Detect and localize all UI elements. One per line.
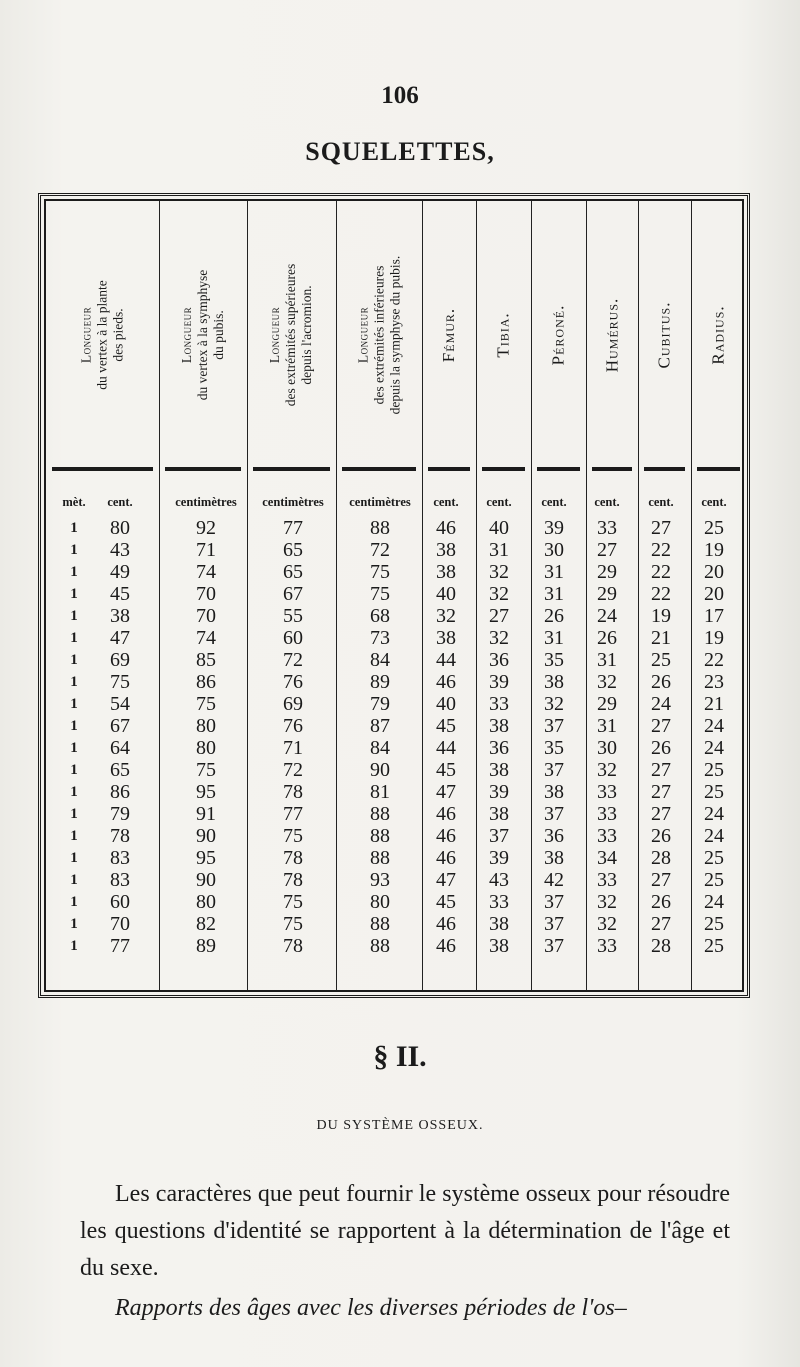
cell-metres: 1 <box>70 740 78 756</box>
table-cell: 25 <box>704 847 724 869</box>
table-cell: 77 <box>283 517 303 539</box>
table-cell: 46 <box>436 825 456 847</box>
table-cell: 33 <box>597 517 617 539</box>
table-cell: 32 <box>597 759 617 781</box>
cell-metres: 1 <box>70 608 78 624</box>
table-cell: 26 <box>651 825 671 847</box>
column-header-line: des pieds. <box>110 307 126 362</box>
cell-metres: 1 <box>70 542 78 558</box>
table-cell: 38 <box>489 803 509 825</box>
table-cell: 38 <box>436 539 456 561</box>
table-cell: 81 <box>370 781 390 803</box>
table-cell: 77 <box>283 803 303 825</box>
column-header-line: Humérus. <box>602 297 622 372</box>
table-cell: 39 <box>544 517 564 539</box>
unit-label: cent. <box>107 495 133 509</box>
table-cell: 19 <box>651 605 671 627</box>
column-header <box>336 207 422 462</box>
cell-metres: 1 <box>70 762 78 778</box>
section-title: SQUELETTES, <box>305 137 495 166</box>
cell-metres: 1 <box>70 828 78 844</box>
column-header-line: Cubitus. <box>654 301 674 368</box>
table-cell: 87 <box>370 715 390 737</box>
table-cell: 22 <box>704 649 724 671</box>
table-cell: 32 <box>597 913 617 935</box>
column-header <box>422 207 476 462</box>
table-cell: 69 <box>110 649 130 671</box>
unit-label: cent. <box>594 495 620 509</box>
table-cell: 30 <box>597 737 617 759</box>
table-cell: 38 <box>544 671 564 693</box>
table-cell: 27 <box>651 913 671 935</box>
table-cell: 23 <box>704 671 724 693</box>
table-cell: 71 <box>196 539 216 561</box>
table-cell: 38 <box>436 561 456 583</box>
table-cell: 95 <box>196 781 216 803</box>
table-cell: 19 <box>704 539 724 561</box>
table-cell: 32 <box>597 671 617 693</box>
table-cell: 33 <box>597 869 617 891</box>
table-cell: 88 <box>370 803 390 825</box>
table-cell: 88 <box>370 847 390 869</box>
table-cell: 33 <box>597 781 617 803</box>
table-cell: 38 <box>544 847 564 869</box>
table-cell: 25 <box>704 913 724 935</box>
table-cell: 84 <box>370 649 390 671</box>
table-cell: 17 <box>704 605 724 627</box>
table-cell: 34 <box>597 847 617 869</box>
table-cell: 75 <box>283 913 303 935</box>
table-cell: 78 <box>110 825 130 847</box>
unit-label: mèt. <box>62 495 86 509</box>
table-cell: 24 <box>704 737 724 759</box>
column-header-line: Longueur <box>355 306 370 363</box>
table-cell: 39 <box>489 671 509 693</box>
table-cell: 25 <box>704 935 724 957</box>
table-cell: 67 <box>283 583 303 605</box>
page-number: 106 <box>381 82 419 109</box>
table-cell: 38 <box>436 627 456 649</box>
unit-label: cent. <box>541 495 567 509</box>
table-cell: 32 <box>489 561 509 583</box>
unit-label: centimètres <box>349 495 411 509</box>
column-header-line: des extrémités supérieures <box>283 263 299 406</box>
table-cell: 46 <box>436 847 456 869</box>
table-cell: 39 <box>489 847 509 869</box>
table-cell: 27 <box>651 803 671 825</box>
table-cell: 20 <box>704 583 724 605</box>
unit-label: cent. <box>648 495 674 509</box>
cell-metres: 1 <box>70 564 78 580</box>
table-cell: 29 <box>597 693 617 715</box>
table-cell: 67 <box>110 715 130 737</box>
unit-label: cent. <box>433 495 459 509</box>
table-cell: 29 <box>597 583 617 605</box>
table-cell: 36 <box>544 825 564 847</box>
table-cell: 80 <box>196 891 216 913</box>
table-cell: 55 <box>283 605 303 627</box>
column-header-line: Longueur <box>267 306 283 363</box>
table-cell: 90 <box>196 825 216 847</box>
table-cell: 36 <box>489 649 509 671</box>
table-cell: 26 <box>651 671 671 693</box>
table-cell: 73 <box>370 627 390 649</box>
table-cell: 37 <box>544 715 564 737</box>
table-cell: 79 <box>110 803 130 825</box>
table-cell: 86 <box>196 671 216 693</box>
table-cell: 82 <box>196 913 216 935</box>
table-cell: 27 <box>651 715 671 737</box>
column-header-line: Longueur <box>179 306 194 363</box>
table-cell: 74 <box>196 561 216 583</box>
column-header-label <box>654 301 674 368</box>
table-cell: 38 <box>110 605 130 627</box>
cell-metres: 1 <box>70 586 78 602</box>
table-cell: 24 <box>704 825 724 847</box>
table-cell: 75 <box>370 583 390 605</box>
table-cell: 32 <box>489 627 509 649</box>
table-cell: 36 <box>489 737 509 759</box>
table-cell: 38 <box>489 913 509 935</box>
table-cell: 37 <box>544 935 564 957</box>
column-header <box>638 207 691 462</box>
header-rule <box>482 467 525 471</box>
table-cell: 31 <box>597 649 617 671</box>
table-cell: 37 <box>544 913 564 935</box>
table-cell: 89 <box>370 671 390 693</box>
column-header <box>691 207 746 462</box>
table-cell: 92 <box>196 517 216 539</box>
column-header-label <box>604 297 620 372</box>
column-header-line: du vertex à la plante <box>94 279 110 390</box>
table-cell: 68 <box>370 605 390 627</box>
body-text: Les caractères que peut fournir le système osseux pour résoudre les questions d'identité se rapportent à la détermination de l'âge et du sexe. <box>80 1181 730 1281</box>
table-cell: 31 <box>544 627 564 649</box>
header-rule <box>253 467 330 471</box>
cell-metres: 1 <box>70 784 78 800</box>
column-header-label <box>78 280 126 389</box>
unit-label: centimètres <box>262 495 324 509</box>
table-cell: 78 <box>283 869 303 891</box>
cell-metres: 1 <box>70 652 78 668</box>
table-cell: 26 <box>597 627 617 649</box>
skeleton-measurements-table <box>38 193 750 998</box>
column-header <box>159 207 247 462</box>
table-cell: 47 <box>436 781 456 803</box>
table-cell: 46 <box>436 913 456 935</box>
table-cell: 49 <box>110 561 130 583</box>
table-cell: 33 <box>597 935 617 957</box>
table-cell: 47 <box>110 627 130 649</box>
table-cell: 31 <box>597 715 617 737</box>
table-cell: 72 <box>283 649 303 671</box>
table-cell: 90 <box>196 869 216 891</box>
table-cell: 27 <box>651 517 671 539</box>
header-rule <box>537 467 580 471</box>
table-cell: 46 <box>436 517 456 539</box>
cell-metres: 1 <box>70 696 78 712</box>
table-cell: 25 <box>704 759 724 781</box>
table-cell: 75 <box>196 759 216 781</box>
table-cell: 88 <box>370 935 390 957</box>
table-cell: 25 <box>704 517 724 539</box>
italic-heading-line: Rapports des âges avec les diverses périodes de l'os– <box>115 1295 627 1321</box>
header-rule <box>697 467 740 471</box>
column-header <box>586 207 638 462</box>
table-cell: 26 <box>651 737 671 759</box>
table-cell: 83 <box>110 847 130 869</box>
table-cell: 75 <box>283 891 303 913</box>
table-cell: 19 <box>704 627 724 649</box>
table-cell: 80 <box>196 737 216 759</box>
table-cell: 27 <box>651 759 671 781</box>
cell-metres: 1 <box>70 520 78 536</box>
table-cell: 80 <box>110 517 130 539</box>
paragraph-title: § II. <box>373 1040 427 1073</box>
table-cell: 88 <box>370 825 390 847</box>
table-cell: 93 <box>370 869 390 891</box>
column-header-line: Longueur <box>78 306 94 363</box>
table-cell: 60 <box>110 891 130 913</box>
table-cell: 69 <box>283 693 303 715</box>
column-header-label <box>708 304 728 365</box>
table-cell: 78 <box>283 847 303 869</box>
cell-metres: 1 <box>70 718 78 734</box>
column-header-label <box>495 312 511 357</box>
table-cell: 35 <box>544 649 564 671</box>
unit-label: cent. <box>701 495 727 509</box>
table-cell: 43 <box>110 539 130 561</box>
table-cell: 32 <box>436 605 456 627</box>
table-cell: 33 <box>489 891 509 913</box>
table-cell: 77 <box>110 935 130 957</box>
column-header-label <box>179 269 227 399</box>
table-cell: 70 <box>196 583 216 605</box>
unit-label: cent. <box>486 495 512 509</box>
table-cell: 25 <box>704 781 724 803</box>
table-cell: 74 <box>196 627 216 649</box>
table-cell: 31 <box>544 583 564 605</box>
table-cell: 95 <box>196 847 216 869</box>
table-cell: 33 <box>597 825 617 847</box>
table-cell: 37 <box>489 825 509 847</box>
column-header <box>247 207 336 462</box>
table-cell: 65 <box>283 539 303 561</box>
column-header-line: Fémur. <box>439 307 458 362</box>
cell-metres: 1 <box>70 806 78 822</box>
table-cell: 35 <box>544 737 564 759</box>
table-cell: 37 <box>544 803 564 825</box>
table-cell: 44 <box>436 649 456 671</box>
table-cell: 76 <box>283 715 303 737</box>
table-cell: 60 <box>283 627 303 649</box>
table-cell: 72 <box>370 539 390 561</box>
table-cell: 79 <box>370 693 390 715</box>
table-cell: 83 <box>110 869 130 891</box>
table-cell: 88 <box>370 913 390 935</box>
table-cell: 22 <box>651 561 671 583</box>
table-cell: 75 <box>196 693 216 715</box>
table-cell: 65 <box>283 561 303 583</box>
table-cell: 31 <box>544 561 564 583</box>
header-rule <box>52 467 153 471</box>
cell-metres: 1 <box>70 916 78 932</box>
column-header-label <box>441 307 457 361</box>
table-cell: 32 <box>597 891 617 913</box>
cell-metres: 1 <box>70 938 78 954</box>
table-cell: 21 <box>651 627 671 649</box>
table-cell: 27 <box>651 869 671 891</box>
table-cell: 22 <box>651 583 671 605</box>
table-cell: 37 <box>544 759 564 781</box>
table-cell: 45 <box>436 715 456 737</box>
table-cell: 24 <box>597 605 617 627</box>
column-header-line: des extrémités inférieures <box>371 265 386 404</box>
table-cell: 31 <box>489 539 509 561</box>
table-cell: 70 <box>196 605 216 627</box>
header-rule <box>428 467 470 471</box>
table-cell: 39 <box>489 781 509 803</box>
table-cell: 37 <box>544 891 564 913</box>
column-header-line: Péroné. <box>548 304 568 365</box>
table-cell: 71 <box>283 737 303 759</box>
table-cell: 64 <box>110 737 130 759</box>
body-paragraph <box>80 1176 730 1287</box>
table-cell: 84 <box>370 737 390 759</box>
table-cell: 24 <box>651 693 671 715</box>
unit-label: centimètres <box>175 495 237 509</box>
table-cell: 38 <box>544 781 564 803</box>
table-cell: 42 <box>544 869 564 891</box>
table-cell: 40 <box>489 517 509 539</box>
table-cell: 25 <box>651 649 671 671</box>
column-header-line: Radius. <box>708 304 728 365</box>
table-cell: 24 <box>704 803 724 825</box>
table-cell: 44 <box>436 737 456 759</box>
table-cell: 75 <box>370 561 390 583</box>
table-cell: 32 <box>489 583 509 605</box>
table-cell: 28 <box>651 847 671 869</box>
column-header-line: depuis la symphyse du pubis. <box>387 255 402 414</box>
column-header-label <box>268 263 316 405</box>
table-cell: 21 <box>704 693 724 715</box>
table-cell: 45 <box>110 583 130 605</box>
table-cell: 29 <box>597 561 617 583</box>
table-cell: 38 <box>489 715 509 737</box>
header-rule <box>644 467 685 471</box>
table-cell: 33 <box>597 803 617 825</box>
cell-metres: 1 <box>70 850 78 866</box>
table-cell: 27 <box>597 539 617 561</box>
table-cell: 45 <box>436 891 456 913</box>
table-cell: 72 <box>283 759 303 781</box>
column-header-line: Tibia. <box>493 311 513 358</box>
column-header <box>476 207 531 462</box>
subsection-title: DU SYSTÈME OSSEUX. <box>316 1118 484 1133</box>
table-cell: 26 <box>651 891 671 913</box>
table-cell: 24 <box>704 891 724 913</box>
table-cell: 38 <box>489 759 509 781</box>
table-cell: 20 <box>704 561 724 583</box>
table-cell: 70 <box>110 913 130 935</box>
column-header <box>531 207 586 462</box>
table-cell: 28 <box>651 935 671 957</box>
header-rule <box>342 467 416 471</box>
table-cell: 54 <box>110 693 130 715</box>
table-cell: 46 <box>436 935 456 957</box>
column-header <box>46 207 159 462</box>
table-cell: 46 <box>436 671 456 693</box>
table-cell: 24 <box>704 715 724 737</box>
column-header-label <box>355 255 403 414</box>
table-cell: 26 <box>544 605 564 627</box>
table-cell: 27 <box>651 781 671 803</box>
table-cell: 80 <box>370 891 390 913</box>
column-header-line: depuis l'acromion. <box>299 284 315 385</box>
header-rule <box>592 467 632 471</box>
table-cell: 33 <box>489 693 509 715</box>
table-cell: 25 <box>704 869 724 891</box>
cell-metres: 1 <box>70 894 78 910</box>
table-cell: 78 <box>283 781 303 803</box>
table-cell: 46 <box>436 803 456 825</box>
cell-metres: 1 <box>70 630 78 646</box>
table-cell: 75 <box>110 671 130 693</box>
table-cell: 91 <box>196 803 216 825</box>
cell-metres: 1 <box>70 872 78 888</box>
table-cell: 78 <box>283 935 303 957</box>
table-cell: 47 <box>436 869 456 891</box>
column-header-line: du vertex à la symphyse <box>195 269 210 400</box>
column-header-line: du pubis. <box>211 309 226 360</box>
table-cell: 45 <box>436 759 456 781</box>
table-cell: 27 <box>489 605 509 627</box>
table-cell: 38 <box>489 935 509 957</box>
table-cell: 90 <box>370 759 390 781</box>
table-body <box>44 199 744 992</box>
table-cell: 88 <box>370 517 390 539</box>
table-cell: 89 <box>196 935 216 957</box>
table-cell: 65 <box>110 759 130 781</box>
table-cell: 86 <box>110 781 130 803</box>
table-cell: 76 <box>283 671 303 693</box>
cell-metres: 1 <box>70 674 78 690</box>
table-cell: 40 <box>436 693 456 715</box>
column-header-label <box>548 304 568 365</box>
table-cell: 75 <box>283 825 303 847</box>
table-cell: 40 <box>436 583 456 605</box>
table-cell: 30 <box>544 539 564 561</box>
table-cell: 22 <box>651 539 671 561</box>
table-cell: 43 <box>489 869 509 891</box>
table-cell: 32 <box>544 693 564 715</box>
header-rule <box>165 467 241 471</box>
table-cell: 80 <box>196 715 216 737</box>
table-cell: 85 <box>196 649 216 671</box>
